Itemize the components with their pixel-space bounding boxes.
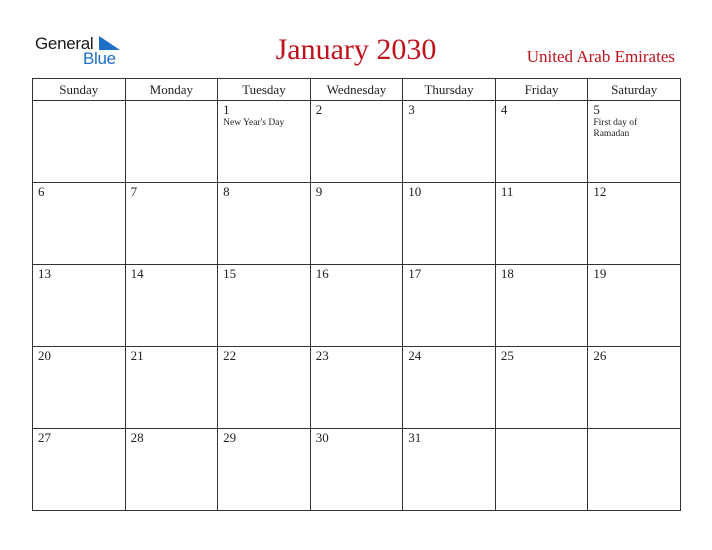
day-cell[interactable]: [588, 265, 681, 347]
weekday-friday: Friday: [495, 79, 588, 101]
day-number: 8: [223, 184, 230, 199]
day-number: 19: [593, 266, 607, 281]
day-cell[interactable]: [310, 101, 403, 183]
day-number: 28: [130, 430, 144, 445]
week-row: [33, 265, 681, 347]
day-cell[interactable]: [218, 429, 311, 511]
day-cell[interactable]: [125, 429, 218, 511]
week-row: [33, 347, 681, 429]
weekday-thursday: Thursday: [403, 79, 496, 101]
day-cell[interactable]: [125, 183, 218, 265]
day-number: 25: [500, 348, 514, 363]
holiday-label: First day of Ramadan: [593, 118, 638, 139]
page-title: January 2030: [275, 33, 437, 66]
weekday-wednesday: Wednesday: [310, 79, 403, 101]
calendar-grid: [32, 78, 681, 511]
logo-word-blue: Blue: [83, 49, 116, 68]
day-number: 12: [593, 184, 607, 199]
day-cell[interactable]: [125, 265, 218, 347]
day-cell[interactable]: [403, 429, 496, 511]
day-number: 11: [500, 184, 514, 199]
day-cell[interactable]: [218, 101, 311, 183]
day-cell[interactable]: [403, 347, 496, 429]
day-number: 20: [38, 348, 51, 363]
day-cell[interactable]: [495, 347, 588, 429]
day-number: 24: [408, 348, 422, 363]
day-number: 21: [130, 348, 144, 363]
day-number: 4: [500, 102, 508, 117]
day-number: 26: [593, 348, 607, 363]
day-cell[interactable]: [588, 183, 681, 265]
day-cell[interactable]: [403, 265, 496, 347]
holiday-label: New Year's Day: [223, 118, 285, 128]
day-cell[interactable]: [33, 101, 126, 183]
day-cell[interactable]: [495, 101, 588, 183]
day-number: 17: [408, 266, 422, 281]
weekday-sunday: Sunday: [33, 79, 126, 101]
day-number: 6: [38, 184, 45, 199]
week-row: [33, 183, 681, 265]
day-cell[interactable]: [588, 101, 681, 183]
week-row: [33, 101, 681, 183]
day-number: 16: [315, 266, 329, 281]
day-number: 22: [223, 348, 237, 363]
day-cell[interactable]: [310, 265, 403, 347]
day-number: 10: [408, 184, 422, 199]
day-cell[interactable]: [495, 429, 588, 511]
weekday-header-row: [33, 79, 681, 101]
day-cell[interactable]: [218, 347, 311, 429]
day-number: 5: [593, 102, 600, 117]
weekday-monday: Monday: [125, 79, 218, 101]
day-number: 18: [500, 266, 514, 281]
day-cell[interactable]: [125, 101, 218, 183]
day-number: 2: [315, 102, 323, 117]
day-number: 31: [408, 430, 422, 445]
day-number: 23: [315, 348, 329, 363]
day-cell[interactable]: [125, 347, 218, 429]
day-number: 14: [130, 266, 144, 281]
day-number: 13: [38, 266, 51, 281]
day-cell[interactable]: [495, 265, 588, 347]
day-number: 9: [315, 184, 323, 199]
day-cell[interactable]: [588, 347, 681, 429]
weekday-tuesday: Tuesday: [218, 79, 311, 101]
day-cell[interactable]: [495, 183, 588, 265]
country-name: United Arab Emirates: [526, 47, 675, 66]
day-cell[interactable]: [33, 265, 126, 347]
day-cell[interactable]: [310, 429, 403, 511]
day-cell[interactable]: [403, 101, 496, 183]
week-row: [33, 429, 681, 511]
day-cell[interactable]: [310, 347, 403, 429]
day-number: 7: [130, 184, 138, 199]
day-number: 3: [408, 102, 415, 117]
day-cell[interactable]: [33, 183, 126, 265]
weekday-saturday: Saturday: [588, 79, 681, 101]
day-cell[interactable]: [310, 183, 403, 265]
day-number: 27: [38, 430, 51, 445]
day-number: 29: [223, 430, 237, 445]
day-number: 15: [223, 266, 237, 281]
day-cell[interactable]: [218, 183, 311, 265]
day-cell[interactable]: [403, 183, 496, 265]
day-cell[interactable]: [588, 429, 681, 511]
day-number: 1: [223, 102, 230, 117]
day-number: 30: [315, 430, 329, 445]
day-cell[interactable]: [218, 265, 311, 347]
logo-word-general: General: [35, 34, 94, 53]
day-cell[interactable]: [33, 347, 126, 429]
day-cell[interactable]: [33, 429, 126, 511]
